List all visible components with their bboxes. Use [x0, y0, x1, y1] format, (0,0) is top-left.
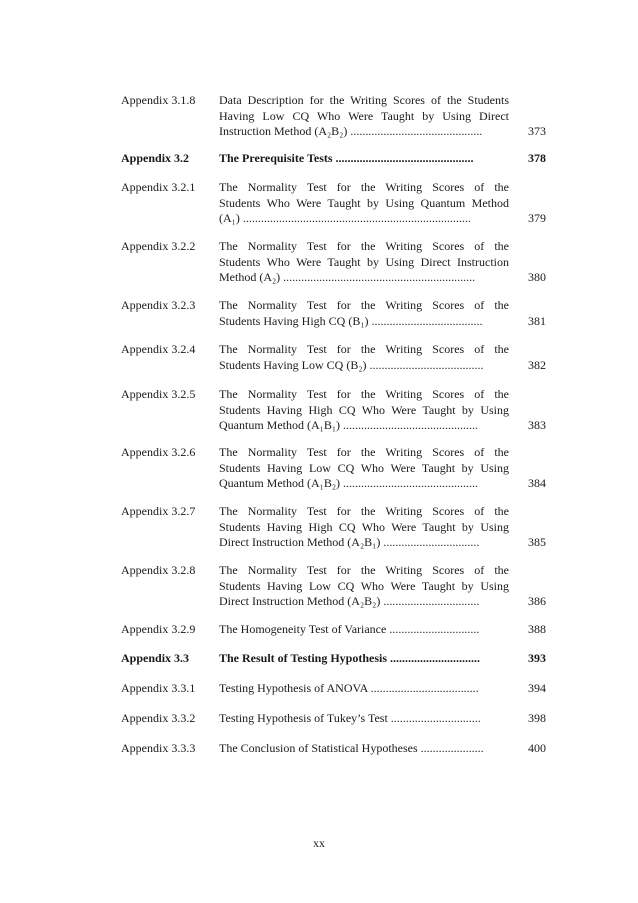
toc-entry-title-line: Students Having High CQ Who Were Taught by Using — [219, 402, 509, 417]
toc-entry-label: Appendix 3.3 — [121, 651, 190, 665]
toc-entry-title-line: Method (A₂) ................................................................ — [219, 270, 476, 284]
toc-entry-page-number: 381 — [528, 313, 546, 328]
toc-entry-label: Appendix 3.3.2 — [121, 711, 196, 725]
toc-entry-title-line: Students Having Low CQ (B₂) ...................................... — [219, 357, 484, 372]
toc-entry-title — [219, 298, 509, 329]
toc-entry-label: Appendix 3.2.2 — [121, 239, 196, 253]
toc-entry-title-line: The Homogeneity Test of Variance .............................. — [219, 622, 480, 636]
toc-entry-title — [219, 563, 509, 610]
toc-entry-title — [219, 741, 509, 757]
toc-entry-title-line: Having Low CQ Who Were Taught by Using Direct — [219, 108, 509, 123]
toc-entry-page-number: 400 — [528, 741, 546, 755]
toc-entry-title — [219, 504, 509, 551]
toc-entry-title — [219, 342, 509, 373]
toc-entry-label: Appendix 3.2.7 — [121, 504, 196, 518]
toc-entry-page-number: 398 — [528, 711, 546, 725]
toc-entry-title-line: Direct Instruction Method (A₂B₁) ................................ — [219, 535, 480, 549]
toc-entry-page-number: 382 — [528, 357, 546, 372]
toc-entry-label: Appendix 3.3.3 — [121, 741, 196, 755]
toc-entry-label: Appendix 3.3.1 — [121, 681, 196, 695]
toc-entry-label: Appendix 3.2 — [121, 151, 190, 165]
toc-entry-page-number: 386 — [528, 594, 546, 608]
toc-entry-title-line: Quantum Method (A₁B₂) ............................................. — [219, 476, 479, 490]
toc-entry-title — [219, 445, 509, 492]
toc-entry-page-number: 380 — [528, 270, 546, 284]
toc-entry-page-number: 393 — [528, 651, 546, 665]
toc-entry-title-line: Instruction Method (A₂B₂) ............................................ — [219, 124, 483, 138]
toc-entry-label: Appendix 3.2.4 — [121, 342, 196, 356]
toc-entry-title-line: Students Having Low CQ Who Were Taught by Using — [219, 578, 509, 593]
toc-entry-title — [219, 711, 509, 727]
toc-entry-title-line: The Normality Test for the Writing Scores of the — [219, 445, 509, 459]
toc-entry-title-line: Students Having Low CQ Who Were Taught by Using — [219, 460, 509, 475]
toc-entry-title-line: The Conclusion of Statistical Hypotheses ..................... — [219, 741, 484, 755]
toc-entry-page-number: 394 — [528, 681, 546, 695]
toc-entry-label: Appendix 3.2.5 — [121, 387, 196, 401]
toc-entry-title-line: The Normality Test for the Writing Scores of the — [219, 298, 509, 312]
toc-entry-title-line: Students Having High CQ (B₁) ..................................... — [219, 313, 483, 328]
toc-entry-title — [219, 651, 509, 667]
toc-entry-title-line: The Normality Test for the Writing Scores of the — [219, 342, 509, 356]
toc-entry-label: Appendix 3.2.1 — [121, 180, 196, 194]
toc-entry-page-number: 379 — [528, 211, 546, 225]
toc-entry-page-number: 373 — [528, 124, 546, 138]
toc-entry-title-line: The Prerequisite Tests .............................................. — [219, 151, 474, 165]
toc-entry-page-number: 388 — [528, 622, 546, 636]
toc-entry-title — [219, 681, 509, 697]
toc-entry-title-line: Testing Hypothesis of Tukey’s Test .............................. — [219, 711, 481, 725]
toc-entry-title-line: The Normality Test for the Writing Scores of the — [219, 504, 509, 518]
toc-entry-label: Appendix 3.2.9 — [121, 622, 196, 636]
toc-entry-title-line: The Normality Test for the Writing Scores of the — [219, 239, 509, 253]
toc-entry-title-line: (A₁) ............................................................................ — [219, 211, 471, 225]
toc-entry-title-line: Students Who Were Taught by Using Quantum Method — [219, 195, 509, 210]
toc-entry-title-line: The Normality Test for the Writing Scores of the — [219, 387, 509, 401]
toc-entry-label: Appendix 3.2.3 — [121, 298, 196, 312]
toc-entry-title — [219, 180, 509, 227]
toc-entry-page-number: 384 — [528, 476, 546, 490]
toc-entry-title — [219, 239, 509, 286]
toc-entry-label: Appendix 3.1.8 — [121, 93, 196, 107]
toc-entry-title-line: Direct Instruction Method (A₂B₂) ................................ — [219, 594, 480, 608]
toc-entry-label: Appendix 3.2.6 — [121, 445, 196, 459]
toc-entry-title — [219, 93, 509, 140]
toc-entry-title-line: Quantum Method (A₁B₁) ............................................. — [219, 418, 479, 432]
toc-entry-page-number: 383 — [528, 418, 546, 432]
toc-entry-title-line: Testing Hypothesis of ANOVA .................................... — [219, 681, 479, 695]
toc-entry-title — [219, 622, 509, 638]
toc-entry-page-number: 378 — [528, 151, 546, 165]
toc-entry-title-line: The Normality Test for the Writing Scores of the — [219, 563, 509, 577]
toc-entry-label: Appendix 3.2.8 — [121, 563, 196, 577]
toc-entry-title-line: Data Description for the Writing Scores of the Students — [219, 93, 509, 107]
toc-entry-title — [219, 387, 509, 434]
toc-entry-page-number: 385 — [528, 535, 546, 549]
toc-entry-title-line: The Result of Testing Hypothesis .............................. — [219, 651, 481, 665]
toc-entry-title — [219, 151, 509, 167]
toc-entry-title-line: The Normality Test for the Writing Scores of the — [219, 180, 509, 194]
toc-entry-title-line: Students Having High CQ Who Were Taught by Using — [219, 519, 509, 534]
page-number: xx — [313, 836, 325, 850]
toc-entry-title-line: Students Who Were Taught by Using Direct Instruction — [219, 254, 509, 269]
